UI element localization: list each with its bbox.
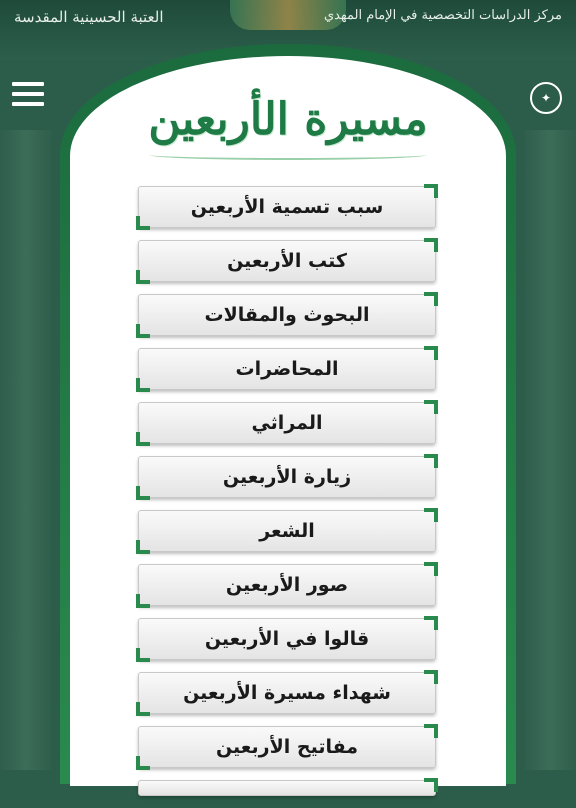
menu-item-research-articles[interactable]: [138, 294, 436, 336]
corner-ornament: [424, 616, 438, 630]
corner-ornament: [136, 270, 150, 284]
corner-ornament: [136, 540, 150, 554]
corner-ornament: [136, 378, 150, 392]
corner-ornament: [424, 292, 438, 306]
menu-item-label: زيارة الأربعين: [222, 466, 352, 488]
corner-ornament: [136, 324, 150, 338]
menu-item-ziyarat[interactable]: [138, 456, 436, 498]
center-logo-icon[interactable]: ✦: [530, 82, 562, 114]
corner-ornament: [136, 702, 150, 716]
menu-item-martyrs[interactable]: [138, 672, 436, 714]
corner-ornament: [424, 670, 438, 684]
menu-item-quotes[interactable]: [138, 618, 436, 660]
menu-item-label: المحاضرات: [235, 358, 339, 380]
corner-ornament: [424, 400, 438, 414]
menu-bar: [12, 82, 44, 86]
corner-ornament: [424, 184, 438, 198]
corner-ornament: [136, 648, 150, 662]
corner-ornament: [136, 486, 150, 500]
menu-item-photos[interactable]: [138, 564, 436, 606]
menu-item-lectures[interactable]: [138, 348, 436, 390]
menu-bar: [12, 92, 44, 96]
menu-item-label: مفاتيح الأربعين: [215, 736, 359, 758]
corner-ornament: [424, 454, 438, 468]
corner-ornament: [424, 562, 438, 576]
menu-item-label: شهداء مسيرة الأربعين: [183, 682, 391, 704]
menu-item-elegies[interactable]: [138, 402, 436, 444]
organization-name-left: العتبة الحسينية المقدسة: [14, 8, 164, 26]
corner-ornament: [136, 216, 150, 230]
menu-item-poetry[interactable]: [138, 510, 436, 552]
left-ornament-panel: [0, 130, 52, 770]
menu-list: [138, 186, 438, 808]
menu-item-label: الشعر: [259, 520, 315, 542]
menu-item-label: سبب تسمية الأربعين: [190, 196, 384, 218]
menu-bar: [12, 102, 44, 106]
menu-item-label: البحوث والمقالات: [204, 304, 370, 326]
menu-item-keys[interactable]: [138, 726, 436, 768]
title-flourish: [150, 150, 426, 160]
corner-ornament: [424, 778, 438, 792]
corner-ornament: [424, 724, 438, 738]
menu-item-books[interactable]: [138, 240, 436, 282]
corner-ornament: [424, 346, 438, 360]
right-ornament-panel: [524, 130, 576, 770]
menu-item-label: صور الأربعين: [225, 574, 349, 596]
page-title: مسيرة الأربعين: [148, 94, 428, 145]
menu-item-label: كتب الأربعين: [227, 250, 347, 272]
corner-ornament: [424, 508, 438, 522]
menu-item-label: المراثي: [251, 412, 323, 434]
corner-ornament: [424, 238, 438, 252]
organization-name-right: مركز الدراسات التخصصية في الإمام المهدي: [324, 8, 562, 23]
menu-item-naming-reason[interactable]: [138, 186, 436, 228]
menu-item-partial[interactable]: [138, 780, 436, 796]
menu-item-label: قالوا في الأربعين: [204, 628, 370, 650]
corner-ornament: [136, 432, 150, 446]
corner-ornament: [136, 594, 150, 608]
hamburger-menu-icon[interactable]: [12, 82, 44, 110]
